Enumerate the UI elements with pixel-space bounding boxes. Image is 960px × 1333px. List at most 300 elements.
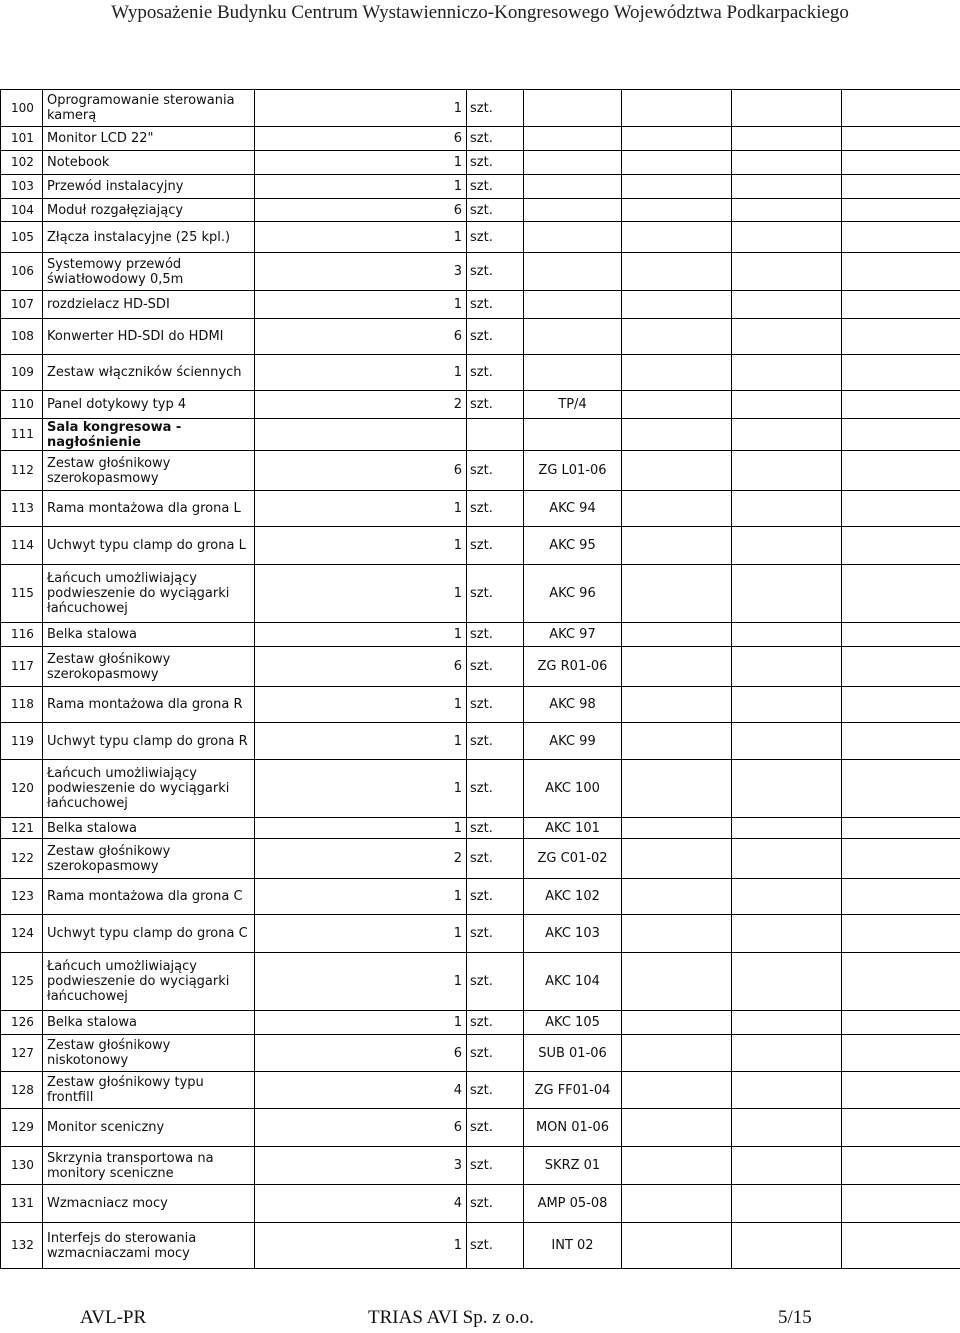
- item-number: 100: [1, 90, 43, 127]
- blank-cell: [622, 1072, 732, 1109]
- item-number: 111: [1, 419, 43, 451]
- item-name: rozdzielacz HD-SDI: [43, 291, 255, 319]
- item-code: [524, 222, 622, 253]
- item-unit: szt.: [467, 127, 524, 151]
- blank-cell: [732, 419, 842, 451]
- item-name: Zestaw głośnikowy szerokopasmowy: [43, 839, 255, 879]
- blank-cell: [732, 1035, 842, 1072]
- blank-cell: [622, 647, 732, 687]
- item-code: AKC 105: [524, 1011, 622, 1035]
- blank-cell: [842, 127, 960, 151]
- blank-cell: [732, 839, 842, 879]
- item-unit: szt.: [467, 723, 524, 760]
- item-code: ZG C01-02: [524, 839, 622, 879]
- blank-cell: [622, 1109, 732, 1147]
- item-quantity: 1: [255, 222, 467, 253]
- blank-cell: [622, 175, 732, 199]
- blank-cell: [732, 1072, 842, 1109]
- item-code: ZG R01-06: [524, 647, 622, 687]
- blank-cell: [732, 1185, 842, 1223]
- table-row: [1, 151, 960, 175]
- table-row: [1, 1223, 960, 1269]
- blank-cell: [842, 319, 960, 355]
- blank-cell: [732, 723, 842, 760]
- blank-cell: [732, 623, 842, 647]
- item-unit: szt.: [467, 151, 524, 175]
- blank-cell: [842, 491, 960, 527]
- item-quantity: 3: [255, 253, 467, 291]
- item-name: Belka stalowa: [43, 1011, 255, 1035]
- blank-cell: [732, 527, 842, 565]
- item-code: [524, 253, 622, 291]
- item-name: Moduł rozgałęziający: [43, 199, 255, 222]
- blank-cell: [732, 175, 842, 199]
- item-unit: szt.: [467, 355, 524, 391]
- blank-cell: [622, 760, 732, 818]
- item-number: 119: [1, 723, 43, 760]
- item-number: 128: [1, 1072, 43, 1109]
- item-code: [524, 291, 622, 319]
- blank-cell: [842, 723, 960, 760]
- item-number: 101: [1, 127, 43, 151]
- item-quantity: 1: [255, 818, 467, 839]
- item-name: Skrzynia transportowa na monitory sceniczne: [43, 1147, 255, 1185]
- item-quantity: 6: [255, 1109, 467, 1147]
- item-name: Interfejs do sterowania wzmacniaczami mocy: [43, 1223, 255, 1269]
- blank-cell: [622, 1147, 732, 1185]
- blank-cell: [622, 527, 732, 565]
- equipment-table: [0, 89, 960, 1269]
- item-name: Konwerter HD-SDI do HDMI: [43, 319, 255, 355]
- item-quantity: 1: [255, 723, 467, 760]
- item-quantity: 4: [255, 1185, 467, 1223]
- item-code: AKC 103: [524, 915, 622, 953]
- table-row: [1, 839, 960, 879]
- blank-cell: [732, 1109, 842, 1147]
- item-unit: szt.: [467, 953, 524, 1011]
- item-code: AKC 96: [524, 565, 622, 623]
- item-code: AMP 05-08: [524, 1185, 622, 1223]
- item-number: 105: [1, 222, 43, 253]
- item-quantity: 1: [255, 1223, 467, 1269]
- blank-cell: [732, 565, 842, 623]
- item-number: 112: [1, 451, 43, 491]
- blank-cell: [732, 1223, 842, 1269]
- table-row: [1, 391, 960, 419]
- blank-cell: [622, 222, 732, 253]
- blank-cell: [622, 1223, 732, 1269]
- item-number: 126: [1, 1011, 43, 1035]
- item-unit: szt.: [467, 647, 524, 687]
- item-quantity: 1: [255, 151, 467, 175]
- item-code: [524, 127, 622, 151]
- blank-cell: [842, 419, 960, 451]
- item-code: AKC 100: [524, 760, 622, 818]
- item-quantity: 1: [255, 953, 467, 1011]
- blank-cell: [622, 953, 732, 1011]
- table-row: [1, 127, 960, 151]
- item-unit: szt.: [467, 623, 524, 647]
- blank-cell: [842, 1072, 960, 1109]
- item-quantity: 6: [255, 319, 467, 355]
- item-quantity: 2: [255, 839, 467, 879]
- blank-cell: [622, 391, 732, 419]
- item-unit: szt.: [467, 1147, 524, 1185]
- blank-cell: [842, 527, 960, 565]
- item-name: Belka stalowa: [43, 818, 255, 839]
- item-number: 117: [1, 647, 43, 687]
- blank-cell: [732, 1147, 842, 1185]
- item-number: 125: [1, 953, 43, 1011]
- blank-cell: [732, 687, 842, 723]
- blank-cell: [622, 199, 732, 222]
- item-name: Zestaw głośnikowy typu frontfill: [43, 1072, 255, 1109]
- blank-cell: [842, 953, 960, 1011]
- blank-cell: [842, 1185, 960, 1223]
- item-name: Przewód instalacyjny: [43, 175, 255, 199]
- blank-cell: [622, 253, 732, 291]
- item-name: Sala kongresowa - nagłośnienie: [43, 419, 255, 451]
- item-number: 106: [1, 253, 43, 291]
- blank-cell: [732, 818, 842, 839]
- item-name: Monitor LCD 22": [43, 127, 255, 151]
- item-code: AKC 101: [524, 818, 622, 839]
- blank-cell: [842, 915, 960, 953]
- table-row: [1, 818, 960, 839]
- item-code: [524, 175, 622, 199]
- item-number: 121: [1, 818, 43, 839]
- item-number: 103: [1, 175, 43, 199]
- item-number: 116: [1, 623, 43, 647]
- item-number: 102: [1, 151, 43, 175]
- blank-cell: [842, 451, 960, 491]
- item-code: [524, 319, 622, 355]
- item-number: 132: [1, 1223, 43, 1269]
- item-quantity: 6: [255, 127, 467, 151]
- item-name: Łańcuch umożliwiający podwieszenie do wyciągarki łańcuchowej: [43, 953, 255, 1011]
- blank-cell: [842, 687, 960, 723]
- footer-document-code: AVL-PR: [80, 1307, 147, 1328]
- item-quantity: 1: [255, 687, 467, 723]
- item-unit: szt.: [467, 1072, 524, 1109]
- item-unit: szt.: [467, 1109, 524, 1147]
- blank-cell: [732, 1011, 842, 1035]
- item-name: Zestaw głośnikowy niskotonowy: [43, 1035, 255, 1072]
- item-code: AKC 102: [524, 879, 622, 915]
- table-row: [1, 1072, 960, 1109]
- blank-cell: [842, 818, 960, 839]
- item-code: AKC 99: [524, 723, 622, 760]
- table-row: [1, 1147, 960, 1185]
- item-unit: szt.: [467, 839, 524, 879]
- page-header: Wyposażenie Budynku Centrum Wystawienniczo-Kongresowego Województwa Podkarpackiego: [111, 2, 849, 23]
- blank-cell: [732, 491, 842, 527]
- blank-cell: [842, 1035, 960, 1072]
- table-row: [1, 175, 960, 199]
- item-quantity: 3: [255, 1147, 467, 1185]
- blank-cell: [622, 151, 732, 175]
- table-row: [1, 319, 960, 355]
- item-quantity: [255, 419, 467, 451]
- item-quantity: 1: [255, 565, 467, 623]
- item-name: Uchwyt typu clamp do grona R: [43, 723, 255, 760]
- item-code: MON 01-06: [524, 1109, 622, 1147]
- footer-page-number: 5/15: [778, 1307, 812, 1328]
- item-code: SUB 01-06: [524, 1035, 622, 1072]
- item-code: [524, 90, 622, 127]
- blank-cell: [842, 623, 960, 647]
- item-name: Panel dotykowy typ 4: [43, 391, 255, 419]
- blank-cell: [842, 222, 960, 253]
- item-quantity: 1: [255, 1011, 467, 1035]
- item-code: AKC 98: [524, 687, 622, 723]
- item-quantity: 1: [255, 879, 467, 915]
- item-name: Monitor sceniczny: [43, 1109, 255, 1147]
- item-number: 110: [1, 391, 43, 419]
- table-row: [1, 527, 960, 565]
- blank-cell: [842, 291, 960, 319]
- blank-cell: [842, 90, 960, 127]
- table-row: [1, 222, 960, 253]
- item-unit: szt.: [467, 491, 524, 527]
- table-body: [1, 90, 960, 1269]
- item-code: TP/4: [524, 391, 622, 419]
- blank-cell: [622, 491, 732, 527]
- blank-cell: [842, 391, 960, 419]
- item-name: Rama montażowa dla grona L: [43, 491, 255, 527]
- blank-cell: [622, 291, 732, 319]
- item-unit: szt.: [467, 222, 524, 253]
- table-row: [1, 1035, 960, 1072]
- item-unit: szt.: [467, 1185, 524, 1223]
- item-quantity: 1: [255, 760, 467, 818]
- item-name: Oprogramowanie sterowania kamerą: [43, 90, 255, 127]
- blank-cell: [732, 879, 842, 915]
- table-row: [1, 953, 960, 1011]
- item-number: 124: [1, 915, 43, 953]
- blank-cell: [842, 839, 960, 879]
- item-quantity: 1: [255, 291, 467, 319]
- item-quantity: 6: [255, 451, 467, 491]
- item-quantity: 1: [255, 90, 467, 127]
- item-number: 131: [1, 1185, 43, 1223]
- table-row: [1, 1109, 960, 1147]
- table-row: [1, 291, 960, 319]
- item-name: Wzmacniacz mocy: [43, 1185, 255, 1223]
- blank-cell: [842, 565, 960, 623]
- item-quantity: 1: [255, 355, 467, 391]
- item-number: 122: [1, 839, 43, 879]
- item-name: Złącza instalacyjne (25 kpl.): [43, 222, 255, 253]
- item-number: 109: [1, 355, 43, 391]
- blank-cell: [842, 1109, 960, 1147]
- item-name: Rama montażowa dla grona C: [43, 879, 255, 915]
- blank-cell: [622, 915, 732, 953]
- blank-cell: [842, 151, 960, 175]
- item-unit: szt.: [467, 915, 524, 953]
- table-row: [1, 915, 960, 953]
- item-code: SKRZ 01: [524, 1147, 622, 1185]
- blank-cell: [622, 1035, 732, 1072]
- item-unit: szt.: [467, 687, 524, 723]
- blank-cell: [622, 127, 732, 151]
- item-quantity: 1: [255, 175, 467, 199]
- item-number: 114: [1, 527, 43, 565]
- blank-cell: [732, 391, 842, 419]
- item-number: 104: [1, 199, 43, 222]
- item-number: 113: [1, 491, 43, 527]
- item-unit: szt.: [467, 1011, 524, 1035]
- item-code: [524, 355, 622, 391]
- item-code: ZG FF01-04: [524, 1072, 622, 1109]
- item-code: [524, 419, 622, 451]
- page-footer: [0, 1304, 960, 1332]
- table-row: [1, 419, 960, 451]
- item-number: 108: [1, 319, 43, 355]
- table-row: [1, 687, 960, 723]
- table-row: [1, 623, 960, 647]
- item-unit: szt.: [467, 90, 524, 127]
- item-name: Uchwyt typu clamp do grona C: [43, 915, 255, 953]
- item-number: 120: [1, 760, 43, 818]
- blank-cell: [622, 818, 732, 839]
- item-quantity: 6: [255, 647, 467, 687]
- blank-cell: [842, 647, 960, 687]
- item-name: Zestaw głośnikowy szerokopasmowy: [43, 647, 255, 687]
- item-number: 115: [1, 565, 43, 623]
- item-name: Zestaw głośnikowy szerokopasmowy: [43, 451, 255, 491]
- blank-cell: [622, 1011, 732, 1035]
- item-code: AKC 104: [524, 953, 622, 1011]
- blank-cell: [732, 222, 842, 253]
- item-number: 123: [1, 879, 43, 915]
- blank-cell: [732, 760, 842, 818]
- blank-cell: [842, 879, 960, 915]
- blank-cell: [732, 915, 842, 953]
- item-unit: szt.: [467, 1035, 524, 1072]
- table-row: [1, 451, 960, 491]
- item-number: 118: [1, 687, 43, 723]
- item-number: 129: [1, 1109, 43, 1147]
- item-quantity: 1: [255, 527, 467, 565]
- blank-cell: [622, 319, 732, 355]
- item-quantity: 1: [255, 491, 467, 527]
- blank-cell: [622, 839, 732, 879]
- item-unit: szt.: [467, 527, 524, 565]
- table-row: [1, 565, 960, 623]
- item-name: Uchwyt typu clamp do grona L: [43, 527, 255, 565]
- item-unit: szt.: [467, 199, 524, 222]
- blank-cell: [732, 647, 842, 687]
- blank-cell: [842, 253, 960, 291]
- table-row: [1, 879, 960, 915]
- blank-cell: [622, 1185, 732, 1223]
- blank-cell: [732, 127, 842, 151]
- blank-cell: [732, 451, 842, 491]
- table-row: [1, 647, 960, 687]
- item-unit: szt.: [467, 565, 524, 623]
- item-unit: szt.: [467, 253, 524, 291]
- item-quantity: 6: [255, 199, 467, 222]
- item-code: AKC 95: [524, 527, 622, 565]
- blank-cell: [842, 1223, 960, 1269]
- item-unit: szt.: [467, 1223, 524, 1269]
- blank-cell: [622, 90, 732, 127]
- blank-cell: [622, 687, 732, 723]
- blank-cell: [732, 151, 842, 175]
- item-number: 127: [1, 1035, 43, 1072]
- blank-cell: [842, 199, 960, 222]
- item-quantity: 1: [255, 623, 467, 647]
- table-row: [1, 199, 960, 222]
- item-code: AKC 94: [524, 491, 622, 527]
- item-number: 107: [1, 291, 43, 319]
- blank-cell: [622, 565, 732, 623]
- blank-cell: [732, 199, 842, 222]
- blank-cell: [842, 1147, 960, 1185]
- item-unit: szt.: [467, 175, 524, 199]
- table-row: [1, 355, 960, 391]
- table-row: [1, 253, 960, 291]
- table-row: [1, 491, 960, 527]
- item-code: [524, 199, 622, 222]
- item-code: INT 02: [524, 1223, 622, 1269]
- table-row: [1, 1185, 960, 1223]
- blank-cell: [842, 355, 960, 391]
- blank-cell: [622, 723, 732, 760]
- item-quantity: 4: [255, 1072, 467, 1109]
- item-unit: szt.: [467, 451, 524, 491]
- table-row: [1, 90, 960, 127]
- item-unit: szt.: [467, 760, 524, 818]
- blank-cell: [732, 253, 842, 291]
- item-name: Łańcuch umożliwiający podwieszenie do wyciągarki łańcuchowej: [43, 760, 255, 818]
- item-name: Łańcuch umożliwiający podwieszenie do wyciągarki łańcuchowej: [43, 565, 255, 623]
- blank-cell: [842, 760, 960, 818]
- item-name: Zestaw włączników ściennych: [43, 355, 255, 391]
- blank-cell: [622, 451, 732, 491]
- footer-company: TRIAS AVI Sp. z o.o.: [368, 1307, 534, 1328]
- item-name: Systemowy przewód światłowodowy 0,5m: [43, 253, 255, 291]
- item-quantity: 1: [255, 915, 467, 953]
- table-row: [1, 723, 960, 760]
- item-unit: szt.: [467, 391, 524, 419]
- item-quantity: 6: [255, 1035, 467, 1072]
- item-unit: [467, 419, 524, 451]
- blank-cell: [842, 175, 960, 199]
- blank-cell: [732, 953, 842, 1011]
- blank-cell: [622, 879, 732, 915]
- item-name: Belka stalowa: [43, 623, 255, 647]
- item-unit: szt.: [467, 818, 524, 839]
- item-code: ZG L01-06: [524, 451, 622, 491]
- blank-cell: [622, 419, 732, 451]
- item-unit: szt.: [467, 319, 524, 355]
- blank-cell: [842, 1011, 960, 1035]
- blank-cell: [732, 90, 842, 127]
- item-name: Rama montażowa dla grona R: [43, 687, 255, 723]
- item-unit: szt.: [467, 291, 524, 319]
- blank-cell: [732, 291, 842, 319]
- item-code: AKC 97: [524, 623, 622, 647]
- table-row: [1, 1011, 960, 1035]
- item-number: 130: [1, 1147, 43, 1185]
- table-row: [1, 760, 960, 818]
- item-code: [524, 151, 622, 175]
- item-name: Notebook: [43, 151, 255, 175]
- blank-cell: [732, 355, 842, 391]
- blank-cell: [622, 355, 732, 391]
